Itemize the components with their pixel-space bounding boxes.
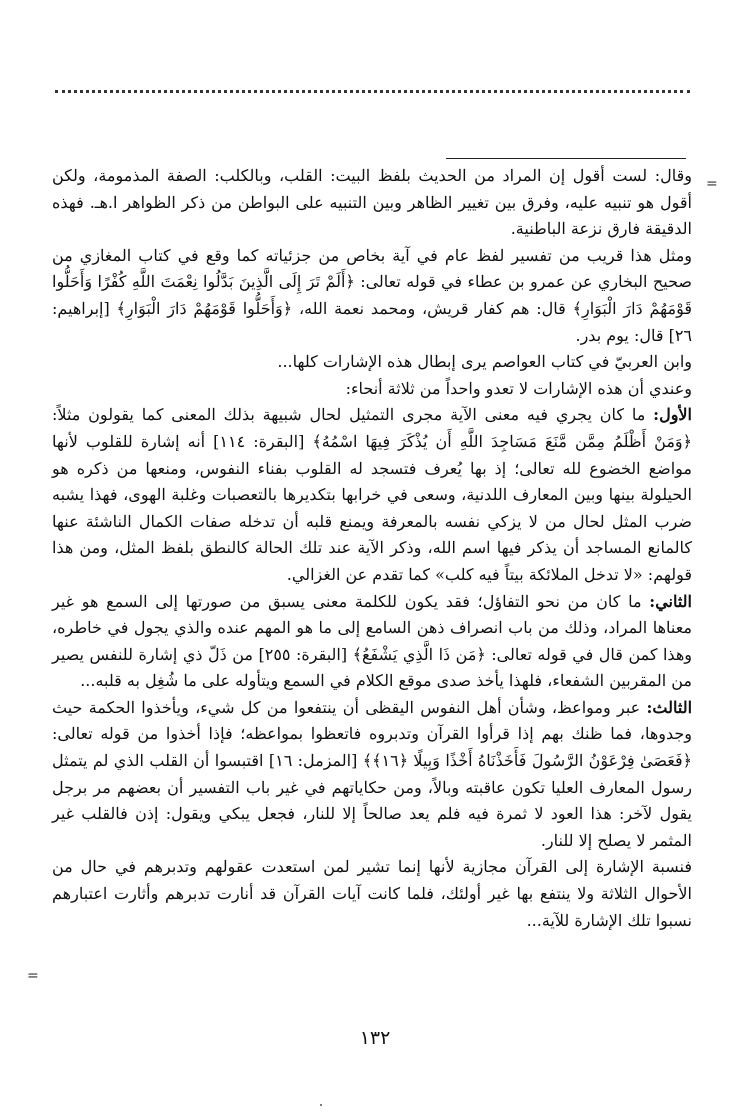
footnote-rule — [446, 158, 686, 159]
footnote-body — [52, 163, 692, 934]
paragraph-text: عبر ومواعظ، وشأن أهل النفوس اليقظى أن ينتفعوا من كل شيء، ويأخذوا الحكمة حيث وجدوها، فما ظنك بهم إذا قرأوا القرآن وتدبروه فاتعظوا بمواعظه؛ فإذا أخذوا من قوله تعالى: ﴿فَعَصَىٰ فِرْعَوْنُ الرَّسُولَ فَأَخَذْنَاهُ أَخْذًا وَبِيلًا ﴿١٦﴾﴾ [المزمل: ١٦] اقتبسوا أن القلب الذي لم يتمثل رسول المعارف العليا تكون عاقبته وبالاً، ومن حكاياتهم في غير باب التفسير أن بعضهم مر برجل يقول لآخر: هذا العود لا ثمرة فيه فلم يعد صالحاً إلا للنار، فجعل يبكي ويقول: إذن فالقلب غير المثمر لا يصلح إلا للنار. — [52, 697, 693, 850]
paragraph-lead: الثالث: — [646, 697, 693, 717]
paragraph-text: ما كان يجري فيه معنى الآية مجرى التمثيل لحال شبيهة بذلك المعنى كما يقولون مثلاً: ﴿وَمَنْ أَظْلَمُ مِمَّن مَّنَعَ مَسَاجِدَ اللَّهِ أَن يُذْكَرَ فِيهَا اسْمُهُ﴾ [البقرة: ١١٤] أنه إشارة للقلوب لأنها مواضع الخضوع لله تعالى؛ إذ بها يُعرف فتسجد له القلوب بفناء النفوس، ومنعها من ذكره هو الحيلولة بينها وبين المعارف اللدنية، وسعى في خرابها بتكديرها بالتعصبات وغلبة الهوى، فهذا يشبه ضرب المثل لحال من لا يزكي نفسه بالمعرفة ويمنع قلبه أن تدخله صفات الكمال الناشئة عنها كالمانع المساجد أن يذكر فيها اسم الله، وذكر الآية عند تلك الحالة كالنطق بلفظ المثل، ومن هذا قولهم: «لا تدخل الملائكة بيتاً فيه كلب» كما تقدم عن الغزالي. — [52, 405, 693, 584]
paragraph — [52, 402, 692, 588]
margin-mark-top: = — [706, 176, 718, 192]
paragraph-text: وعندي أن هذه الإشارات لا تعدو واحداً من ثلاثة أنحاء: — [345, 378, 692, 398]
paragraph-lead: الأول: — [653, 405, 692, 425]
paragraph-text: ومثل هذا قريب من تفسير لفظ عام في آية بخاص من جزئياته كما وقع في كتاب المغازي من صحيح البخاري عن عمرو بن عطاء في قوله تعالى: ﴿أَلَمْ تَرَ إِلَى الَّذِينَ بَدَّلُوا نِعْمَتَ اللَّهِ كُفْرًا وَأَحَلُّوا قَوْمَهُمْ دَارَ الْبَوَارِ﴾ قال: هم كفار قريش، ومحمد نعمة الله، ﴿وَأَحَلُّوا قَوْمَهُمْ دَارَ الْبَوَارِ﴾ [إبراهيم: ٢٦] قال: يوم بدر. — [52, 245, 692, 345]
paragraph — [52, 695, 692, 855]
paragraph-lead: الثاني: — [649, 591, 692, 611]
paragraph — [52, 854, 692, 934]
paragraph — [52, 376, 692, 403]
dotted-separator — [55, 90, 690, 93]
page-number: ١٣٢ — [359, 1027, 391, 1049]
paragraph-text: وابن العربيّ في كتاب العواصم يرى إبطال هذه الإشارات كلها... — [277, 352, 692, 372]
paragraph-text: ما كان من نحو التفاؤل؛ فقد يكون للكلمة معنى يسبق من صورتها إلى السمع هو غير معناها المراد، وذلك من باب انصراف ذهن السامع إلى ما هو المهم عنده والذي يجول في خاطره، وهذا كمن قال في قوله تعالى: ﴿مَن ذَا الَّذِي يَشْفَعُ﴾ [البقرة: ٢٥٥] من ذَلّ ذي إشارة للنفس يصير من المقربين الشفعاء، فلهذا يأخذ صدى موقع الكلام في السمع ويتأوله على ما شُغِل به قلبه... — [52, 591, 692, 691]
paragraph — [52, 243, 692, 349]
paragraph — [52, 589, 692, 695]
scan-speck — [320, 1104, 322, 1106]
margin-mark-bottom: = — [27, 968, 39, 984]
paragraph-text: وقال: لست أقول إن المراد من الحديث بلفظ البيت: القلب، وبالكلب: الصفة المذمومة، ولكن أقول هو تنبيه عليه، وفرق بين تغيير الظاهر وبين التنبيه على البواطن من ذكر الظواهر ا.هـ. فهذه الدقيقة فارق نزعة الباطنية. — [52, 166, 692, 239]
paragraph — [52, 349, 692, 376]
paragraph — [52, 163, 692, 243]
paragraph-text: فنسبة الإشارة إلى القرآن مجازية لأنها إنما تشير لمن استعدت عقولهم وتدبرهم في حال من الأحوال الثلاثة ولا ينتفع بها غير أولئك، فلما كانت آيات القرآن قد أنارت تدبرهم وأثارت اعتبارهم نسبوا تلك الإشارة للآية... — [52, 857, 692, 930]
